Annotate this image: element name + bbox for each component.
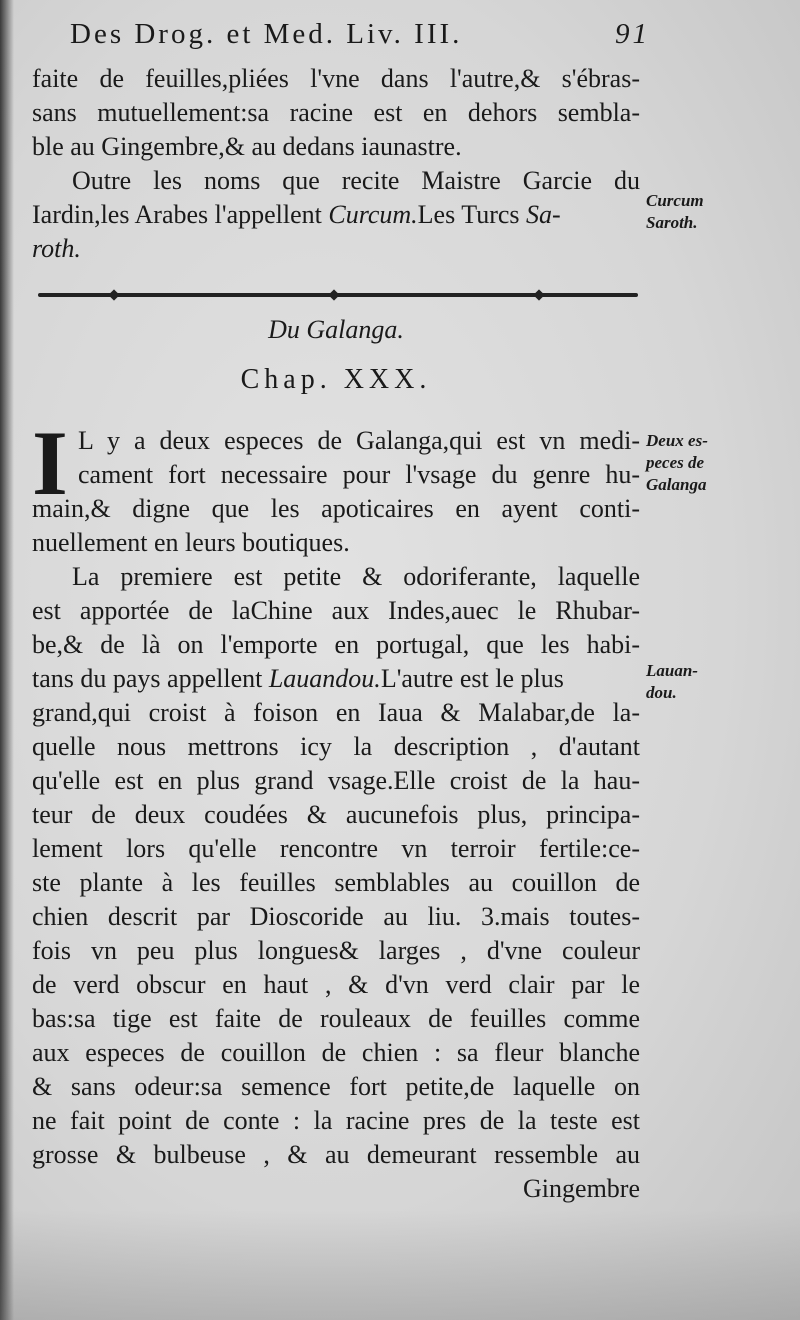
running-head: Des Drog. et Med. Liv. III. — [70, 18, 463, 50]
text-line: quelle nous mettrons icy la description , d'autant — [32, 732, 640, 761]
margin-note-line: dou. — [646, 683, 677, 702]
text-line: de verd obscur en haut , & d'vn verd clair par le — [32, 970, 640, 999]
catchword: Gingembre — [523, 1174, 640, 1203]
text-line: grosse & bulbeuse , & au demeurant ressemble au — [32, 1140, 640, 1169]
page-shade — [0, 1210, 800, 1320]
italic-term-curcum: Curcum. — [328, 200, 418, 229]
chapter-paragraph-2 — [32, 560, 640, 1206]
names-paragraph — [32, 164, 640, 266]
text-line: lement lors qu'elle rencontre vn terroir fertile:ce- — [32, 834, 640, 863]
italic-term-saroth: Sa- — [526, 200, 561, 229]
text-run: L'autre est le plus — [380, 664, 564, 693]
text-line: cament fort necessaire pour l'vsage du genre hu- — [78, 460, 640, 489]
text-line: main,& digne que les apoticaires en ayent conti- — [32, 494, 640, 523]
text-line — [32, 662, 640, 696]
rule-ornament — [328, 289, 339, 300]
rule-ornament — [533, 289, 544, 300]
text-line: sans mutuellement:sa racine est en dehors sembla- — [32, 98, 640, 127]
text-line: faite de feuilles,pliées l'vne dans l'autre,& s'ébras- — [32, 64, 640, 93]
text-line — [32, 198, 640, 232]
text-run: tans du pays appellent — [32, 664, 269, 693]
text-line: roth. — [32, 234, 81, 263]
section-title: Du Galanga. — [268, 315, 404, 344]
chapter-heading: Chap. XXX. — [240, 364, 432, 395]
continuation-paragraph — [32, 62, 640, 164]
text-line: ne fait point de conte : la racine pres de la teste est — [32, 1106, 640, 1135]
rule-ornament — [108, 289, 119, 300]
margin-note-curcum — [646, 190, 756, 234]
text-line: chien descrit par Dioscoride au liu. 3.mais toutes- — [32, 902, 640, 931]
text-line: & sans odeur:sa semence fort petite,de laquelle on — [32, 1072, 640, 1101]
page-number: 91 — [615, 18, 650, 50]
margin-note-line: Lauan- — [646, 661, 698, 680]
text-line: L y a deux especes de Galanga,qui est vn medi- — [78, 426, 640, 455]
text-line: teur de deux coudées & aucunefois plus, principa- — [32, 800, 640, 829]
page-header — [70, 18, 760, 58]
text-line: Outre les noms que recite Maistre Garcie du — [72, 166, 640, 195]
text-line: La premiere est petite & odoriferante, laquelle — [72, 562, 640, 591]
italic-term-lauandou: Lauandou. — [268, 664, 381, 693]
text-run: Iardin,les Arabes l'appellent — [32, 200, 329, 229]
text-line: ble au Gingembre,& au dedans iaunastre. — [32, 132, 462, 161]
drop-cap: I — [32, 412, 68, 514]
text-line: grand,qui croist à foison en Iaua & Malabar,de la- — [32, 698, 640, 727]
margin-note-line: Curcum — [646, 191, 704, 210]
text-line: fois vn peu plus longues& larges , d'vne couleur — [32, 936, 640, 965]
text-line: qu'elle est en plus grand vsage.Elle croist de la hau- — [32, 766, 640, 795]
binding-shadow — [0, 0, 14, 1320]
text-line: be,& de là on l'emporte en portugal, que les habi- — [32, 630, 640, 659]
text-line: aux especes de couillon de chien : sa fleur blanche — [32, 1038, 640, 1067]
margin-note-line: Saroth. — [646, 213, 698, 232]
margin-note-line: Galanga — [646, 475, 707, 494]
margin-note-galanga — [646, 430, 756, 496]
text-line: ste plante à les feuilles semblables au couillon de — [32, 868, 640, 897]
text-line: nuellement en leurs boutiques. — [32, 528, 350, 557]
margin-note-line: Deux es- — [646, 431, 708, 450]
text-line: est apportée de laChine aux Indes,auec le Rhubar- — [32, 596, 640, 625]
margin-note-lauandou — [646, 660, 756, 704]
text-line: bas:sa tige est faite de rouleaux de feuilles comme — [32, 1004, 640, 1033]
chapter-paragraph-1 — [32, 412, 640, 560]
margin-note-line: peces de — [646, 453, 705, 472]
text-run: Les Turcs — [417, 200, 527, 229]
